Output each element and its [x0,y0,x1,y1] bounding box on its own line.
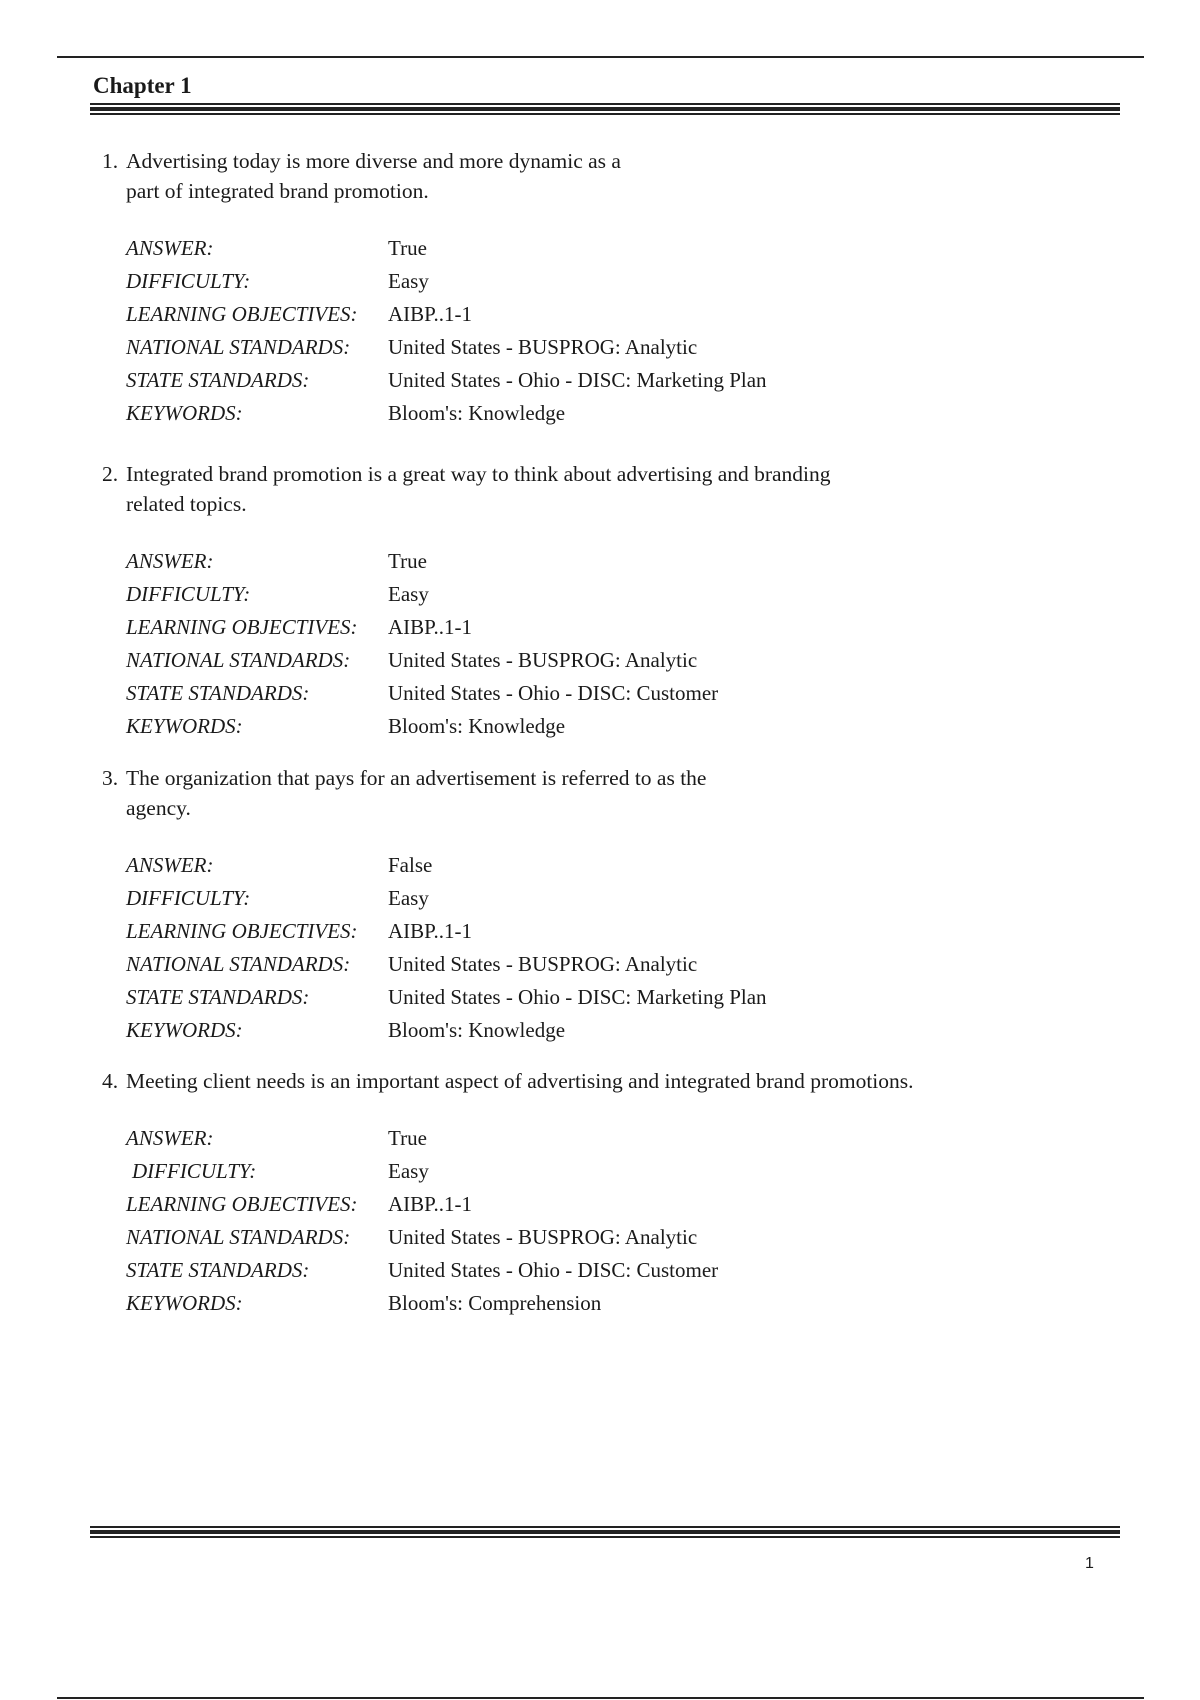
question-metadata [126,232,1102,430]
question-number: 2. [102,462,119,486]
question-text-line: The organization that pays for an advertisement is referred to as the [126,766,707,790]
question-4 [102,1066,1102,1320]
state-standards-value: United States - Ohio - DISC: Customer [388,681,719,705]
question-number: 4. [102,1069,119,1093]
footer-rule [90,1526,1120,1538]
national-standards-value: United States - BUSPROG: Analytic [388,335,698,359]
state-standards-label: STATE STANDARDS: [126,985,310,1009]
national-standards-row [126,644,1102,677]
difficulty-row [126,882,1102,915]
learning-objectives-label: LEARNING OBJECTIVES: [126,1192,358,1216]
learning-objectives-row [126,915,1102,948]
answer-label: ANSWER: [126,853,214,877]
question-2 [102,459,1102,743]
national-standards-label: NATIONAL STANDARDS: [126,335,351,359]
question-number: 3. [102,766,119,790]
answer-value: False [388,853,433,877]
keywords-row [126,397,1102,430]
question-metadata [126,849,1102,1047]
keywords-row [126,1287,1102,1320]
keywords-label: KEYWORDS: [126,401,243,425]
answer-label: ANSWER: [126,236,214,260]
answer-row [126,849,1102,882]
difficulty-label: DIFFICULTY: [126,269,251,293]
difficulty-label: DIFFICULTY: [126,886,251,910]
difficulty-label: DIFFICULTY: [132,1159,257,1183]
answer-row [126,1122,1102,1155]
answer-value: True [388,549,427,573]
keywords-value: Bloom's: Knowledge [388,401,566,425]
answer-label: ANSWER: [126,549,214,573]
question-text-line: Advertising today is more diverse and more dynamic as a [126,149,621,173]
answer-row [126,232,1102,265]
state-standards-label: STATE STANDARDS: [126,1258,310,1282]
keywords-value: Bloom's: Comprehension [388,1291,602,1315]
page-bottom-border [57,1697,1144,1699]
keywords-row [126,1014,1102,1047]
keywords-label: KEYWORDS: [126,1018,243,1042]
keywords-label: KEYWORDS: [126,1291,243,1315]
question-text-line: related topics. [126,492,247,516]
national-standards-label: NATIONAL STANDARDS: [126,648,351,672]
national-standards-label: NATIONAL STANDARDS: [126,952,351,976]
learning-objectives-row [126,1188,1102,1221]
difficulty-label: DIFFICULTY: [126,582,251,606]
answer-row [126,545,1102,578]
chapter-title: Chapter 1 [93,73,192,98]
national-standards-value: United States - BUSPROG: Analytic [388,952,698,976]
page-number: 1 [1085,1555,1094,1572]
state-standards-value: United States - Ohio - DISC: Marketing Plan [388,368,767,392]
state-standards-value: United States - Ohio - DISC: Marketing Plan [388,985,767,1009]
state-standards-label: STATE STANDARDS: [126,681,310,705]
learning-objectives-value: AIBP..1-1 [388,615,473,639]
learning-objectives-value: AIBP..1-1 [388,1192,473,1216]
national-standards-row [126,331,1102,364]
question-text [102,1066,1102,1096]
question-3 [102,763,1102,1047]
question-text [102,459,1102,519]
difficulty-value: Easy [388,582,429,606]
question-metadata [126,1122,1102,1320]
question-text-line: part of integrated brand promotion. [126,179,429,203]
question-text-line: Meeting client needs is an important aspect of advertising and integrated brand promotions. [126,1069,914,1093]
national-standards-label: NATIONAL STANDARDS: [126,1225,351,1249]
keywords-row [126,710,1102,743]
learning-objectives-label: LEARNING OBJECTIVES: [126,615,358,639]
state-standards-row [126,981,1102,1014]
learning-objectives-value: AIBP..1-1 [388,302,473,326]
header-rule [90,103,1120,115]
state-standards-label: STATE STANDARDS: [126,368,310,392]
difficulty-value: Easy [388,269,429,293]
state-standards-row [126,364,1102,397]
difficulty-value: Easy [388,1159,429,1183]
national-standards-value: United States - BUSPROG: Analytic [388,1225,698,1249]
question-metadata [126,545,1102,743]
page-top-border [57,56,1144,58]
learning-objectives-label: LEARNING OBJECTIVES: [126,302,358,326]
question-text-line: Integrated brand promotion is a great way to think about advertising and branding [126,462,831,486]
learning-objectives-value: AIBP..1-1 [388,919,473,943]
answer-value: True [388,1126,427,1150]
difficulty-row [126,578,1102,611]
national-standards-row [126,948,1102,981]
answer-label: ANSWER: [126,1126,214,1150]
question-1 [102,146,1102,430]
state-standards-value: United States - Ohio - DISC: Customer [388,1258,719,1282]
national-standards-value: United States - BUSPROG: Analytic [388,648,698,672]
learning-objectives-row [126,298,1102,331]
difficulty-row [126,265,1102,298]
learning-objectives-row [126,611,1102,644]
keywords-value: Bloom's: Knowledge [388,1018,566,1042]
keywords-value: Bloom's: Knowledge [388,714,566,738]
difficulty-value: Easy [388,886,429,910]
learning-objectives-label: LEARNING OBJECTIVES: [126,919,358,943]
keywords-label: KEYWORDS: [126,714,243,738]
question-text-line: agency. [126,796,191,820]
question-text [102,763,1102,823]
state-standards-row [126,677,1102,710]
answer-value: True [388,236,427,260]
question-number: 1. [102,149,119,173]
difficulty-row [126,1155,1102,1188]
national-standards-row [126,1221,1102,1254]
question-text [102,146,1102,206]
state-standards-row [126,1254,1102,1287]
